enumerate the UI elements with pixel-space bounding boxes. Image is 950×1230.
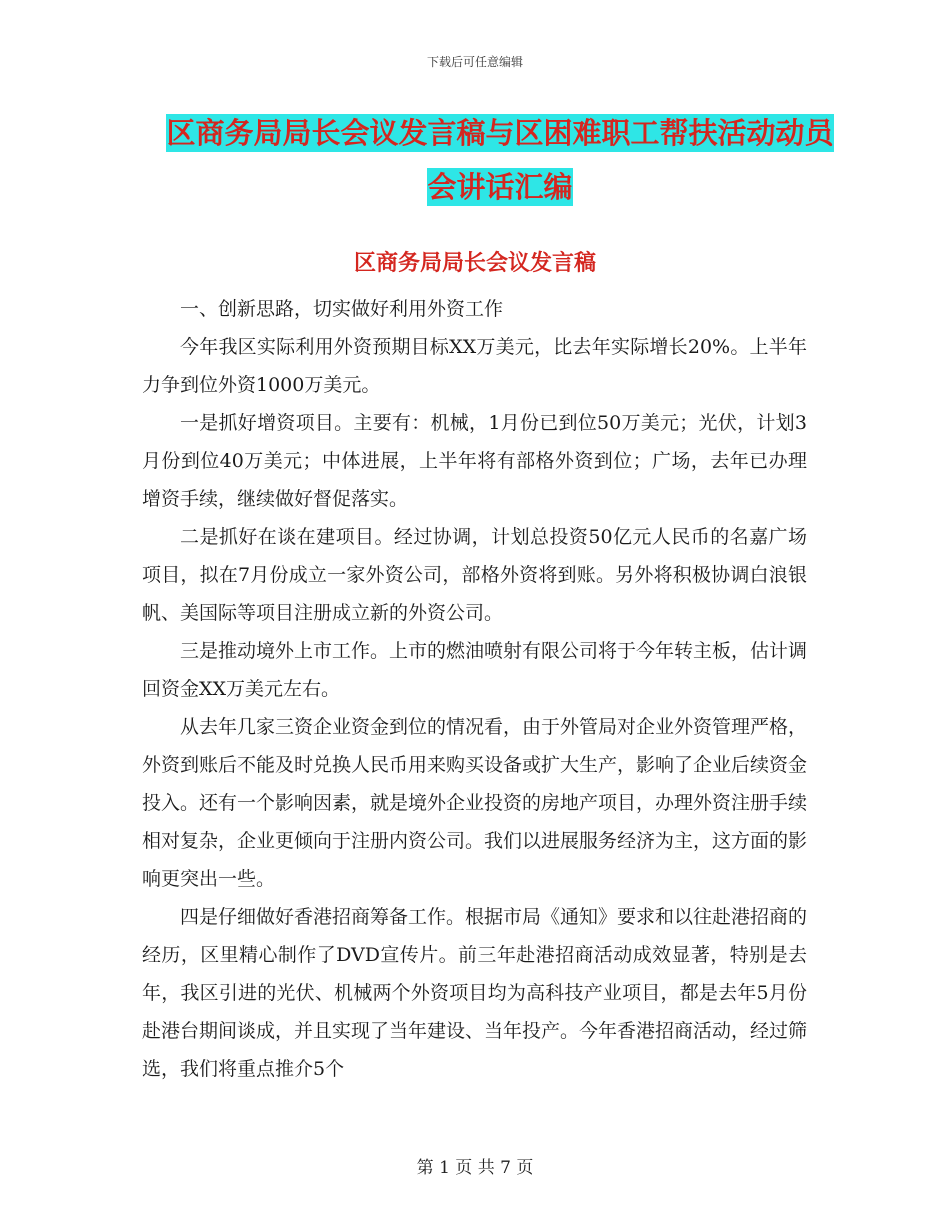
paragraph: 从去年几家三资企业资金到位的情况看，由于外管局对企业外资管理严格，外资到账后不能及时兑换人民币用来购买设备或扩大生产，影响了企业后续资金投入。还有一个影响因素，就是境外企业投资的房地产项目，办理外资注册手续相对复杂，企业更倾向于注册内资公司。我们以进展服务经济为主，这方面的影响更突出一些。 xyxy=(142,716,808,890)
paragraph: 三是推动境外上市工作。上市的燃油喷射有限公司将于今年转主板，估计调回资金XX万美元左右。 xyxy=(142,640,808,700)
paragraph: 二是抓好在谈在建项目。经过协调，计划总投资50亿元人民币的名嘉广场项目，拟在7月份成立一家外资公司，部格外资将到账。另外将积极协调白浪银帆、美国际等项目注册成立新的外资公司。 xyxy=(142,526,807,624)
title-line-1-text: 区商务局局长会议发言稿与区困难职工帮扶活动动员 xyxy=(166,116,834,150)
document-title xyxy=(120,106,880,214)
title-line-2 xyxy=(120,160,880,214)
page-footer: 第 1 页 共 7 页 xyxy=(416,1158,534,1178)
title-line-1 xyxy=(120,106,880,160)
paragraph-heading: 一、创新思路，切实做好利用外资工作 xyxy=(180,298,504,320)
paragraph: 四是仔细做好香港招商筹备工作。根据市局《通知》要求和以往赴港招商的经历，区里精心制作了DVD宣传片。前三年赴港招商活动成效显著，特别是去年，我区引进的光伏、机械两个外资项目均为高科技产业项目，都是去年5月份赴港台期间谈成，并且实现了当年建设、当年投产。今年香港招商活动，经过筛选，我们将重点推介5个 xyxy=(142,906,808,1080)
paragraph: 今年我区实际利用外资预期目标XX万美元，比去年实际增长20%。上半年力争到位外资1000万美元。 xyxy=(142,336,807,396)
title-line-2-text: 会讲话汇编 xyxy=(427,170,573,204)
paragraph: 一是抓好增资项目。主要有：机械，1月份已到位50万美元；光伏，计划3月份到位40万美元；中体进展，上半年将有部格外资到位；广场，去年已办理增资手续，继续做好督促落实。 xyxy=(142,412,807,510)
header-note: 下载后可任意编辑 xyxy=(426,55,523,69)
body-text xyxy=(142,290,807,1088)
section-title: 区商务局局长会议发言稿 xyxy=(353,251,596,276)
